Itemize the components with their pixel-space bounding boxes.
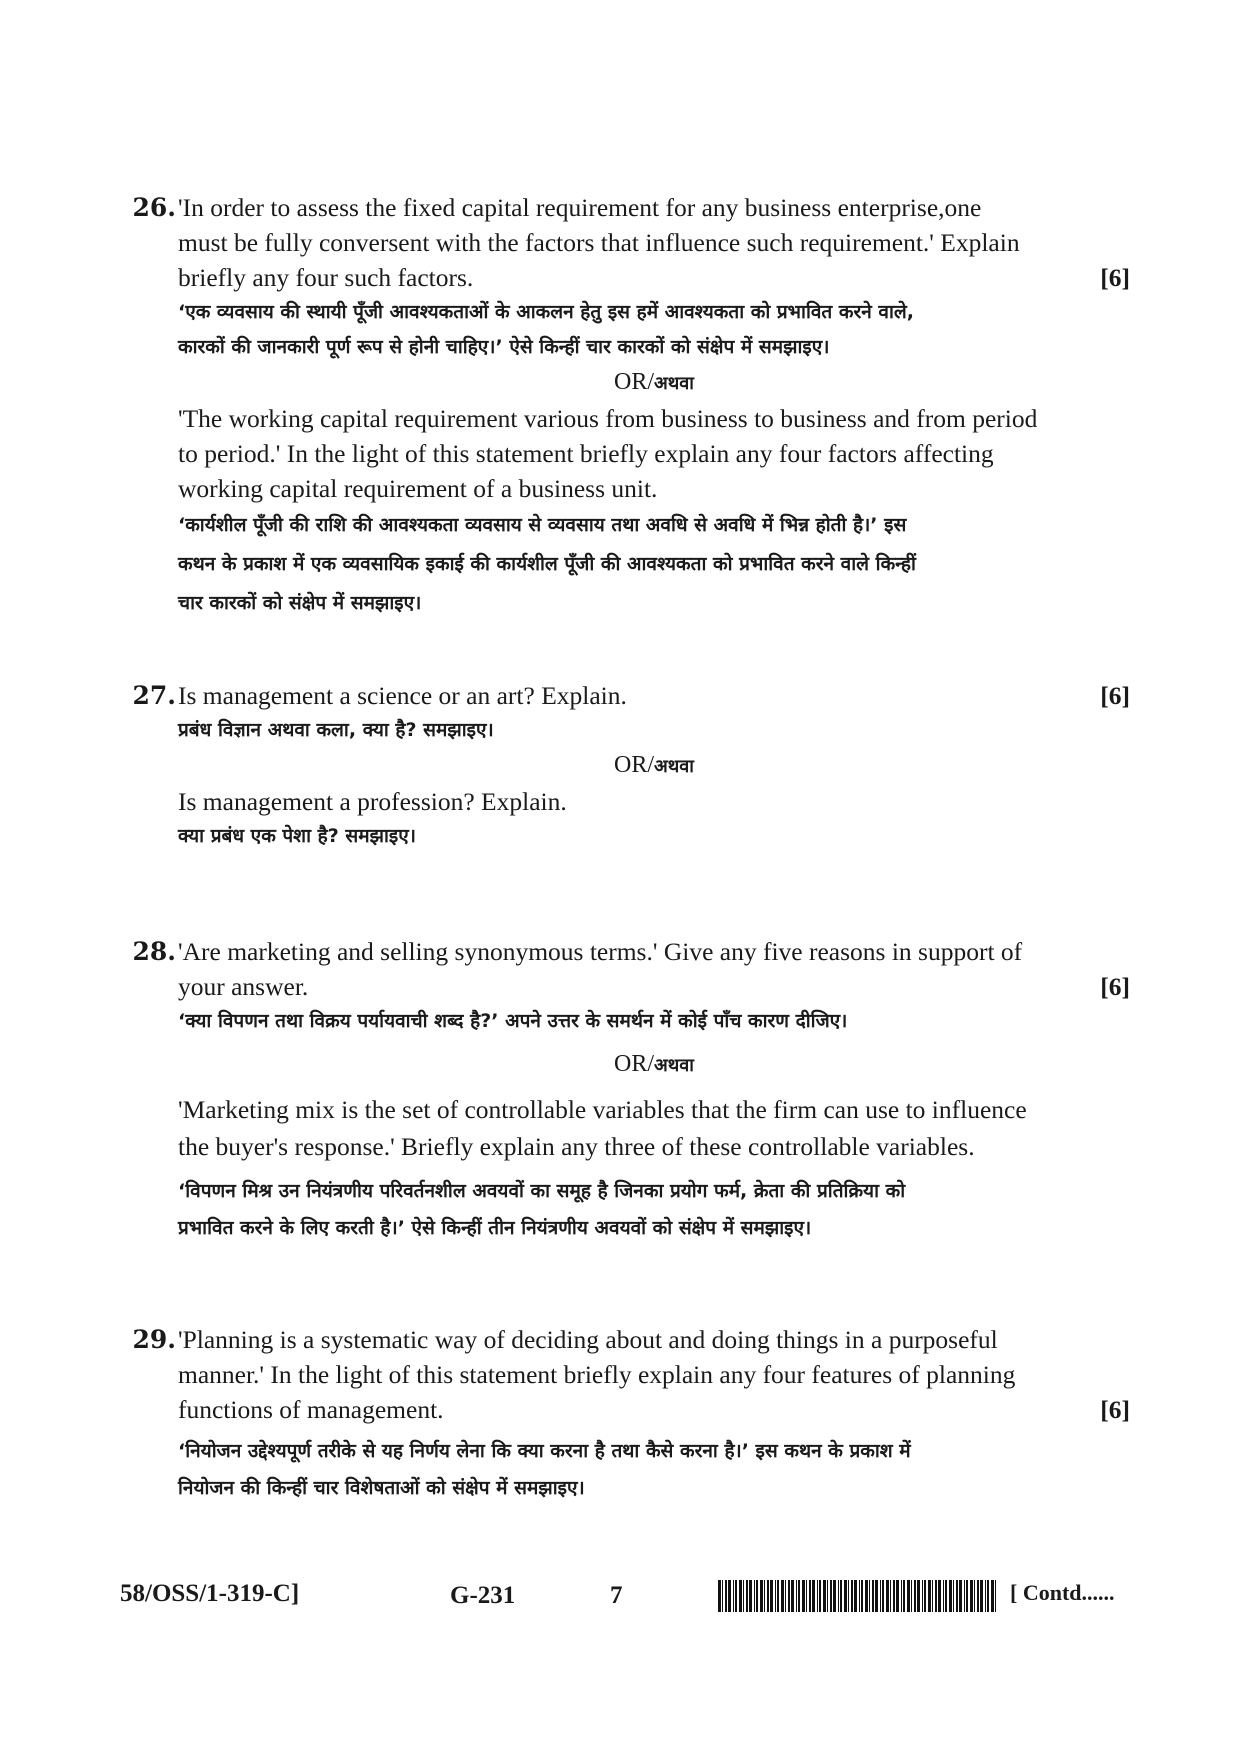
or-divider: OR/अथवा (614, 752, 694, 778)
marks: [6] (1100, 1395, 1130, 1424)
question-text-en: Is management a science or an art? Explain. [6] (178, 678, 1130, 713)
barcode (718, 1580, 998, 1612)
marks: [6] (1100, 681, 1130, 710)
alternative-text-en: Is management a profession? Explain. (178, 787, 567, 816)
question-text-en: 'Planning is a systematic way of deciding about and doing things in a purposeful manner.' In the light of this statement briefly explain any four features of planning functions of management. [6] (178, 1322, 1130, 1427)
question-text-en: 'Are marketing and selling synonymous terms.' Give any five reasons in support of your answer. [6] (178, 934, 1130, 1004)
series-code: G-231 (450, 1582, 516, 1609)
marks: [6] (1100, 263, 1130, 292)
continued-label: [ Contd...... (1010, 1580, 1115, 1605)
or-divider: OR/अथवा (614, 1051, 694, 1077)
question-number: 26. (132, 193, 176, 222)
alternative-text-en: 'Marketing mix is the set of controllable variables that the firm can use to influence the buyer's response.' Briefly explain any three of these controllable variables. (178, 1095, 1027, 1161)
or-divider: OR/अथवा (614, 369, 694, 395)
paper-code: 58/OSS/1-319-C] (120, 1580, 300, 1607)
page-number: 7 (610, 1582, 623, 1609)
alternative-text-hi: क्या प्रबंध एक पेशा है? समझाइए। (178, 825, 416, 847)
question-number: 29. (132, 1325, 176, 1354)
question-text-hi: ‘एक व्यवसाय की स्थायी पूँजी आवश्यकताओं के आकलन हेतु इस हमें आवश्यकता को प्रभावित करने वाले, कारकों की जानकारी पूर्ण रूप से होनी चाहिए।’ ऐसे किन्हीं चार कारकों को संक्षेप में समझाइए। (178, 301, 914, 358)
question-text-hi: प्रबंध विज्ञान अथवा कला, क्या है? समझाइए। (178, 719, 494, 741)
question-text-en: 'In order to assess the fixed capital requirement for any business enterprise,one must be fully conversent with the factors that influence such requirement.' Explain briefly any four such factors. [6] (178, 190, 1130, 295)
question-number: 28. (132, 937, 176, 966)
alternative-text-hi: ‘विपणन मिश्र उन नियंत्रणीय परिवर्तनशील अवयवों का समूह है जिनका प्रयोग फर्म, क्रेता की प्रतिक्रिया को प्रभावित करने के लिए करती है।’ ऐसे किन्हीं तीन नियंत्रणीय अवयवों को संक्षेप में समझाइए। (178, 1180, 906, 1239)
alternative-text-en: 'The working capital requirement various from business to business and from period to period.' In the light of this statement briefly explain any four factors affecting working capital requirement of a business unit. (178, 404, 1038, 503)
question-text-hi: ‘क्या विपणन तथा विक्रय पर्यायवाची शब्द है?’ अपने उत्तर के समर्थन में कोई पाँच कारण दीजिए। (178, 1010, 848, 1032)
page-footer (120, 1580, 1130, 1620)
question-number: 27. (132, 681, 176, 710)
question-text-hi: ‘नियोजन उद्देश्यपूर्ण तरीके से यह निर्णय लेना कि क्या करना है तथा कैसे करना है।’ इस कथन के प्रकाश में नियोजन की किन्हीं चार विशेषताओं को संक्षेप में समझाइए। (178, 1440, 911, 1499)
alternative-text-hi: ‘कार्यशील पूँजी की राशि की आवश्यकता व्यवसाय से व्यवसाय तथा अवधि से अवधि में भिन्न होती है।’ इस कथन के प्रकाश में एक व्यवसायिक इकाई की कार्यशील पूँजी की आवश्यकता को प्रभावित करने वाले किन्हीं चार कारकों को संक्षेप में समझाइए। (178, 514, 916, 614)
marks: [6] (1100, 972, 1130, 1001)
